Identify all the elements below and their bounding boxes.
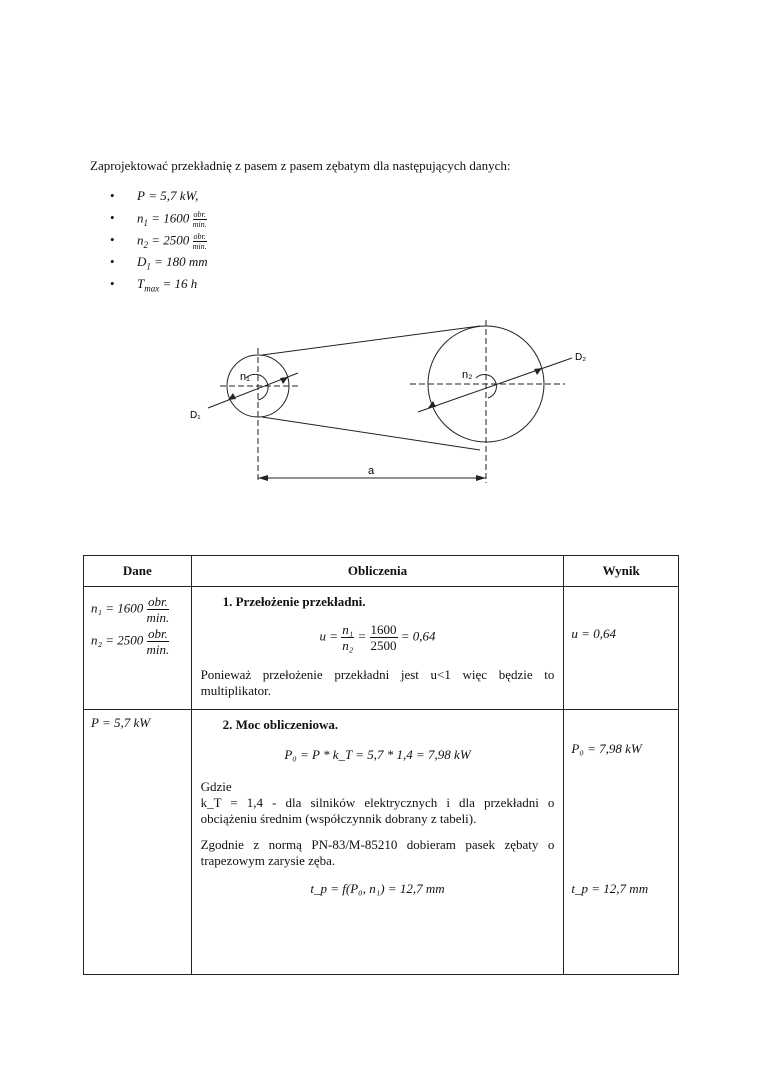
cell-wynik: u = 0,64 [564,587,679,710]
table-row [84,710,679,975]
label-a: a [368,465,375,477]
header-obliczenia: Obliczenia [191,556,564,587]
table-row [84,587,679,710]
equation-power: P₀ = P * k_T = 5,7 * 1,4 = 7,98 kW [284,747,471,762]
explanation-text: Ponieważ przełożenie przekładni jest u<1 więc będzie to multiplikator. [200,667,555,698]
section-heading: 2. Moc obliczeniowa. [222,717,339,732]
section-heading: 1. Przełożenie przekładni. [222,594,366,609]
cell-wynik: P₀ = 7,98 kW t_p = 12,7 mm [564,710,679,975]
belt-drive-diagram [180,318,587,493]
cell-obliczenia [191,587,564,710]
label-d2: D₂ [575,352,587,363]
label-n2: n₂ [462,369,473,381]
task-intro: Zaprojektować przekładnię z pasem z pasem zębatym dla następujących danych: [90,158,511,173]
equation-ratio: u = $\frac{\text{n₁}}{\text{n₂}}$ = $\frac{1600}{2500}$ = 0,64 [319,622,436,653]
cell-dane: n₁ = 1600 $\frac{\text{obr.}}{\min.}$ n₂ = 2500 $\frac{\text{obr.}}{\min.}$ [84,587,192,710]
calculation-table [83,555,679,975]
table-header-row [84,556,679,587]
label-d1: D₁ [190,410,201,421]
cell-obliczenia [191,710,564,975]
cell-dane: P = 5,7 kW [84,710,192,975]
norm-text: Zgodnie z normą PN-83/M-85210 dobieram pasek zębaty o trapezowym zarysie zęba. [200,837,555,868]
equation-pitch: t_p = f(P₀, n₁) = 12,7 mm [310,881,445,896]
label-n1: n₁ [240,371,250,383]
header-wynik: Wynik [564,556,679,587]
kt-text: k_T = 1,4 - dla silników elektrycznych i dla przekładni o obciążeniu średnim (współczynnik dobrany z tabeli). [200,795,555,826]
header-dane: Dane [84,556,192,587]
gdzie-label: Gdzie [200,779,232,794]
